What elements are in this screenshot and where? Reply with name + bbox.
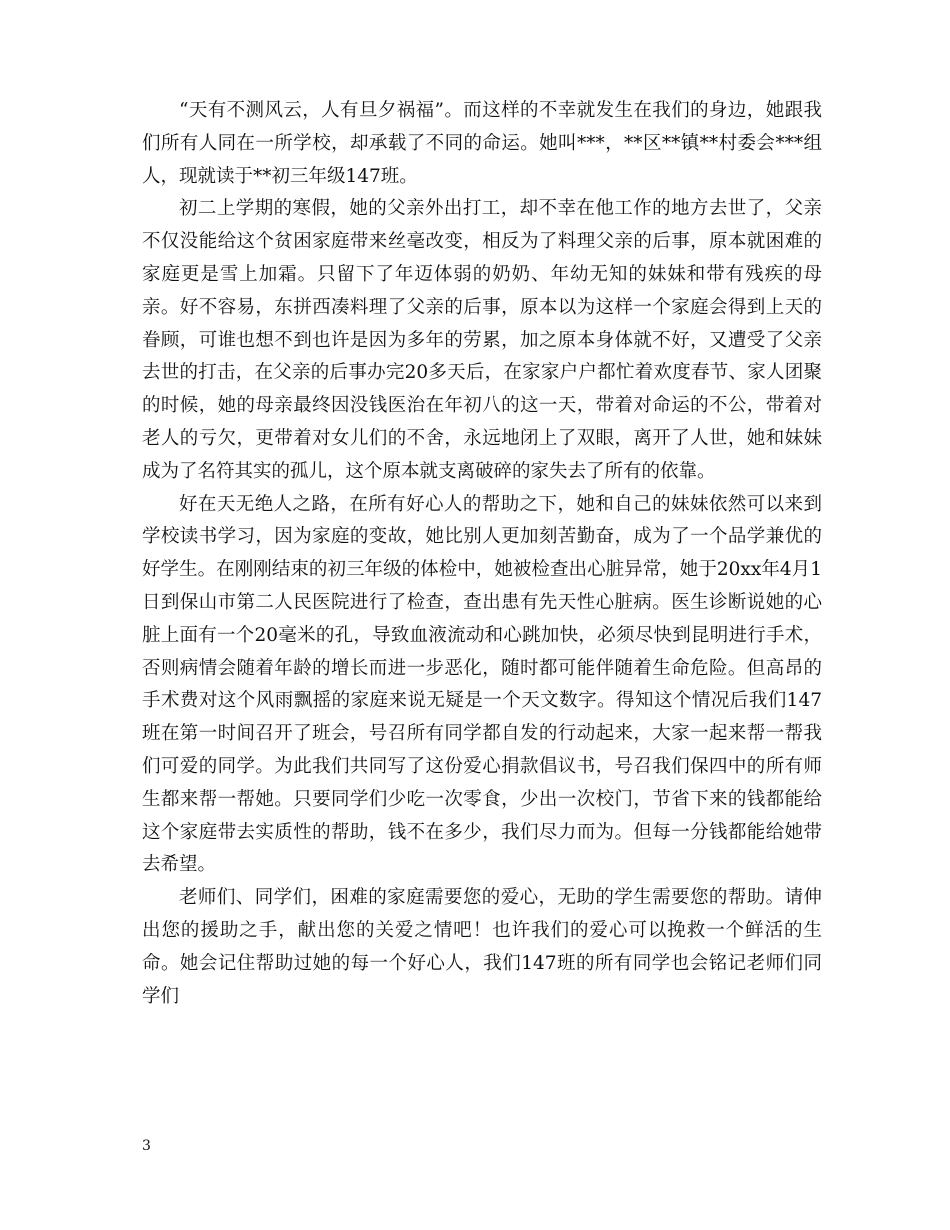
paragraph-3: 好在天无绝人之路，在所有好心人的帮助之下，她和自己的妹妹依然可以来到学校读书学习，因为家庭的变故，她比别人更加刻苦勤奋，成为了一个品学兼优的好学生。在刚刚结束的初三年级的体检中，她被检查出心脏异常，她于20xx年4月1日到保山市第二人民医院进行了检查，查出患有先天性心脏病。医生诊断说她的心脏上面有一个20毫米的孔，导致血液流动和心跳加快，必须尽快到昆明进行手术，否则病情会随着年龄的增长而进一步恶化，随时都可能伴随着生命危险。但高昂的手术费对这个风雨飘摇的家庭来说无疑是一个天文数字。得知这个情况后我们147班在第一时间召开了班会，号召所有同学都自发的行动起来，大家一起来帮一帮我们可爱的同学。为此我们共同写了这份爱心捐款倡议书，号召我们保四中的所有师生都来帮一帮她。只要同学们少吃一次零食，少出一次校门，节省下来的钱都能给这个家庭带去实质性的帮助，钱不在多少，我们尽力而为。但每一分钱都能给她带去希望。 bbox=[142, 493, 822, 876]
paragraph-2: 初二上学期的寒假，她的父亲外出打工，却不幸在他工作的地方去世了，父亲不仅没能给这个贫困家庭带来丝毫改变，相反为了料理父亲的后事，原本就困难的家庭更是雪上加霜。只留下了年迈体弱的奶奶、年幼无知的妹妹和带有残疾的母亲。好不容易，东拼西凑料理了父亲的后事，原本以为这样一个家庭会得到上天的眷顾，可谁也想不到也许是因为多年的劳累，加之原本身体就不好，又遭受了父亲去世的打击，在父亲的后事办完20多天后，在家家户户都忙着欢度春节、家人团聚的时候，她的母亲最终因没钱医治在年初八的这一天，带着对命运的不公，带着对老人的亏欠，更带着对女儿们的不舍，永远地闭上了双眼，离开了人世，她和妹妹成为了名符其实的孤儿，这个原本就支离破碎的家失去了所有的依靠。 bbox=[142, 198, 822, 482]
page-number: 3 bbox=[142, 1138, 151, 1154]
paragraph-4: 老师们、同学们，困难的家庭需要您的爱心，无助的学生需要您的帮助。请伸出您的援助之手，献出您的关爱之情吧！也许我们的爱心可以挽救一个鲜活的生命。她会记住帮助过她的每一个好心人，我们147班的所有同学也会铭记老师们同学们 bbox=[142, 887, 822, 1007]
paragraph-1: “天有不测风云，人有旦夕祸福”。而这样的不幸就发生在我们的身边，她跟我们所有人同在一所学校，却承载了不同的命运。她叫***，**区**镇**村委会***组人，现就读于**初三年级147班。 bbox=[142, 100, 822, 187]
document-body bbox=[142, 95, 822, 1013]
